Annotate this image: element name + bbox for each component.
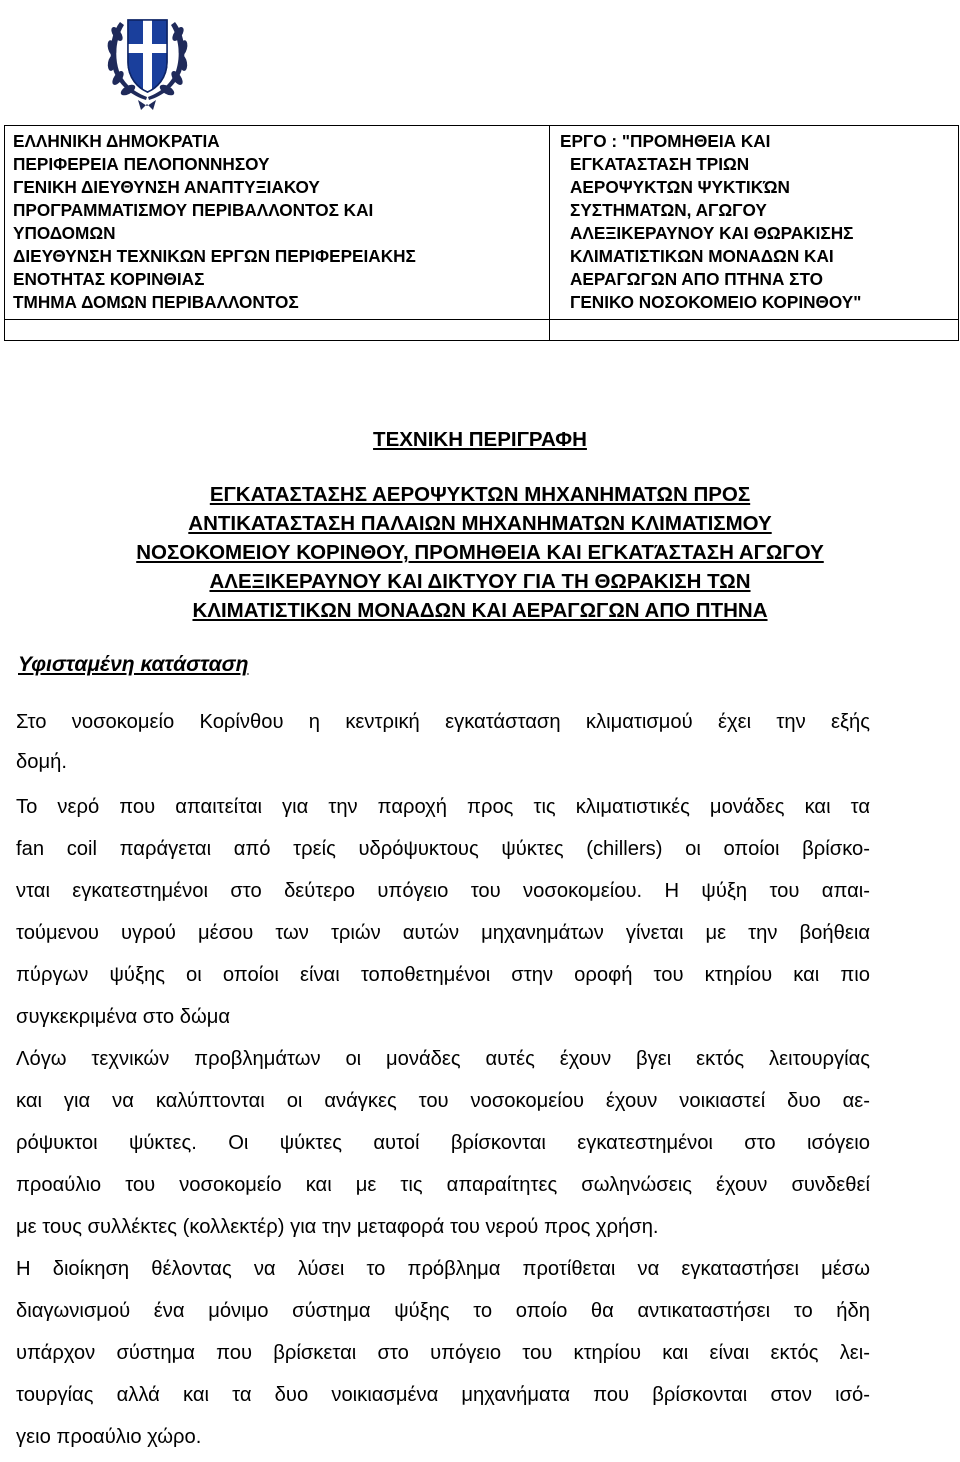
paragraph-line: δομή. <box>16 751 67 773</box>
paragraph-line: υπάρχον σύστημα που βρίσκεται στο υπόγειο του κτηρίου και είναι εκτός λει- <box>16 1342 870 1364</box>
paragraph-line: Το νερό που απαιτείται για την παροχή προς τις κλιματιστικές μονάδες και τα <box>16 796 870 818</box>
paragraph-line: Λόγω τεχνικών προβλημάτων οι μονάδες αυτές έχουν βγει εκτός λειτουργίας <box>16 1048 870 1070</box>
section-heading: Υφισταμένη κατάσταση <box>18 653 249 676</box>
issuer-line: ΠΡΟΓΡΑΜΜΑΤΙΣΜΟΥ ΠΕΡΙΒΑΛΛΟΝΤΟΣ ΚΑΙ <box>13 200 374 220</box>
project-line: ΕΓΚΑΤΑΣΤΑΣΗ ΤΡΙΩΝ <box>570 154 750 174</box>
empty-cell <box>5 320 550 341</box>
subtitle-line: ΑΛΕΞΙΚΕΡΑΥΝΟΥ ΚΑΙ ΔΙΚΤΥΟΥ ΓΙΑ ΤΗ ΘΩΡΑΚΙΣΗ ΤΩΝ <box>209 570 751 593</box>
project-line: ΑΕΡΑΓΩΓΩΝ ΑΠΟ ΠΤΗΝΑ ΣΤΟ <box>570 269 824 289</box>
project-line: ΕΡΓΟ : "ΠΡΟΜΗΘΕΙΑ ΚΑΙ <box>560 131 771 151</box>
project-line: ΓΕΝΙΚΟ ΝΟΣΟΚΟΜΕΙΟ ΚΟΡΙΝΘΟΥ" <box>570 292 862 312</box>
paragraph-2 <box>16 786 870 1458</box>
document-subtitle <box>0 480 960 625</box>
paragraph-line: fan coil παράγεται από τρείς υδρόψυκτους ψύκτες (chillers) οι οποίοι βρίσκο- <box>16 838 870 860</box>
greek-emblem-icon <box>90 0 205 118</box>
paragraph-line: Στο νοσοκομείο Κορίνθου η κεντρική εγκατάσταση κλιματισμού έχει την εξής <box>16 711 870 733</box>
issuer-line: ΥΠΟΔΟΜΩΝ <box>13 223 116 243</box>
paragraph-line: ρόψυκτοι ψύκτες. Οι ψύκτες αυτοί βρίσκονται εγκατεστημένοι στο ισόγειο <box>16 1132 870 1154</box>
project-line: ΚΛΙΜΑΤΙΣΤΙΚΩΝ ΜΟΝΑΔΩΝ ΚΑΙ <box>570 246 834 266</box>
paragraph-line: και για να καλύπτονται οι ανάγκες του νοσοκομείου έχουν νοικιαστεί δυο αε- <box>16 1090 870 1112</box>
issuer-line: ΕΝΟΤΗΤΑΣ ΚΟΡΙΝΘΙΑΣ <box>13 269 205 289</box>
paragraph-line: προαύλιο του νοσοκομείο και με τις απαραίτητες σωληνώσεις έχουν συνδεθεί <box>16 1174 870 1196</box>
subtitle-line: ΕΓΚΑΤΑΣΤΑΣΗΣ ΑΕΡΟΨΥΚΤΩΝ ΜΗΧΑΝΗΜΑΤΩΝ ΠΡΟΣ <box>209 483 751 506</box>
paragraph-line: με τους συλλέκτες (κολλεκτέρ) για την μεταφορά του νερού προς χρήση. <box>16 1216 659 1238</box>
paragraph-1 <box>16 701 870 781</box>
issuer-line: ΕΛΛΗΝΙΚΗ ΔΗΜΟΚΡΑΤΙΑ <box>13 131 220 151</box>
paragraph-line: γειο προαύλιο χώρο. <box>16 1426 202 1448</box>
header-table <box>4 125 959 341</box>
subtitle-line: ΝΟΣΟΚΟΜΕΙΟΥ ΚΟΡΙΝΘΟΥ, ΠΡΟΜΗΘΕΙΑ ΚΑΙ ΕΓΚΑΤΆΣΤΑΣΗ ΑΓΩΓΟΥ <box>136 541 824 564</box>
paragraph-line: νται εγκατεστημένοι στο δεύτερο υπόγειο του νοσοκομείου. Η ψύξη του απαι- <box>16 880 870 902</box>
issuer-line: ΠΕΡΙΦΕΡΕΙΑ ΠΕΛΟΠΟΝΝΗΣΟΥ <box>13 154 270 174</box>
subtitle-line: ΚΛΙΜΑΤΙΣΤΙΚΩΝ ΜΟΝΑΔΩΝ ΚΑΙ ΑΕΡΑΓΩΓΩΝ ΑΠΟ ΠΤΗΝΑ <box>192 599 768 622</box>
paragraph-line: τουργίας αλλά και τα δυο νοικιασμένα μηχανήματα που βρίσκονται στον ισό- <box>16 1384 870 1406</box>
document-title: ΤΕΧΝΙΚΗ ΠΕΡΙΓΡΑΦΗ <box>373 428 587 451</box>
issuer-line: ΔΙΕΥΘΥΝΣΗ ΤΕΧΝΙΚΩΝ ΕΡΓΩΝ ΠΕΡΙΦΕΡΕΙΑΚΗΣ <box>13 246 416 266</box>
empty-cell <box>550 320 959 341</box>
project-line: ΣΥΣΤΗΜΑΤΩΝ, ΑΓΩΓΟΥ <box>570 200 767 220</box>
issuer-line: ΤΜΗΜΑ ΔΟΜΩΝ ΠΕΡΙΒΑΛΛΟΝΤΟΣ <box>13 292 299 312</box>
paragraph-line: πύργων ψύξης οι οποίοι είναι τοποθετημένοι στην οροφή του κτηρίου και πιο <box>16 964 870 986</box>
paragraph-line: Η διοίκηση θέλοντας να λύσει το πρόβλημα προτίθεται να εγκαταστήσει μέσω <box>16 1258 870 1280</box>
project-line: ΑΕΡΟΨΥΚΤΩΝ ΨΥΚΤΙΚΏΝ <box>570 177 790 197</box>
issuer-cell <box>5 126 550 320</box>
paragraph-line: συγκεκριμένα στο δώμα <box>16 1006 231 1028</box>
project-line: ΑΛΕΞΙΚΕΡΑΥΝΟΥ ΚΑΙ ΘΩΡΑΚΙΣΗΣ <box>570 223 854 243</box>
paragraph-line: διαγωνισμού ένα μόνιμο σύστημα ψύξης το οποίο θα αντικαταστήσει το ήδη <box>16 1300 870 1322</box>
project-cell <box>550 126 959 320</box>
subtitle-line: ΑΝΤΙΚΑΤΑΣΤΑΣΗ ΠΑΛΑΙΩΝ ΜΗΧΑΝΗΜΑΤΩΝ ΚΛΙΜΑΤΙΣΜΟΥ <box>188 512 772 535</box>
paragraph-line: τούμενου υγρού μέσου των τριών αυτών μηχανημάτων γίνεται με την βοήθεια <box>16 922 870 944</box>
issuer-line: ΓΕΝΙΚΗ ΔΙΕΥΘΥΝΣΗ ΑΝΑΠΤΥΞΙΑΚΟΥ <box>13 177 320 197</box>
